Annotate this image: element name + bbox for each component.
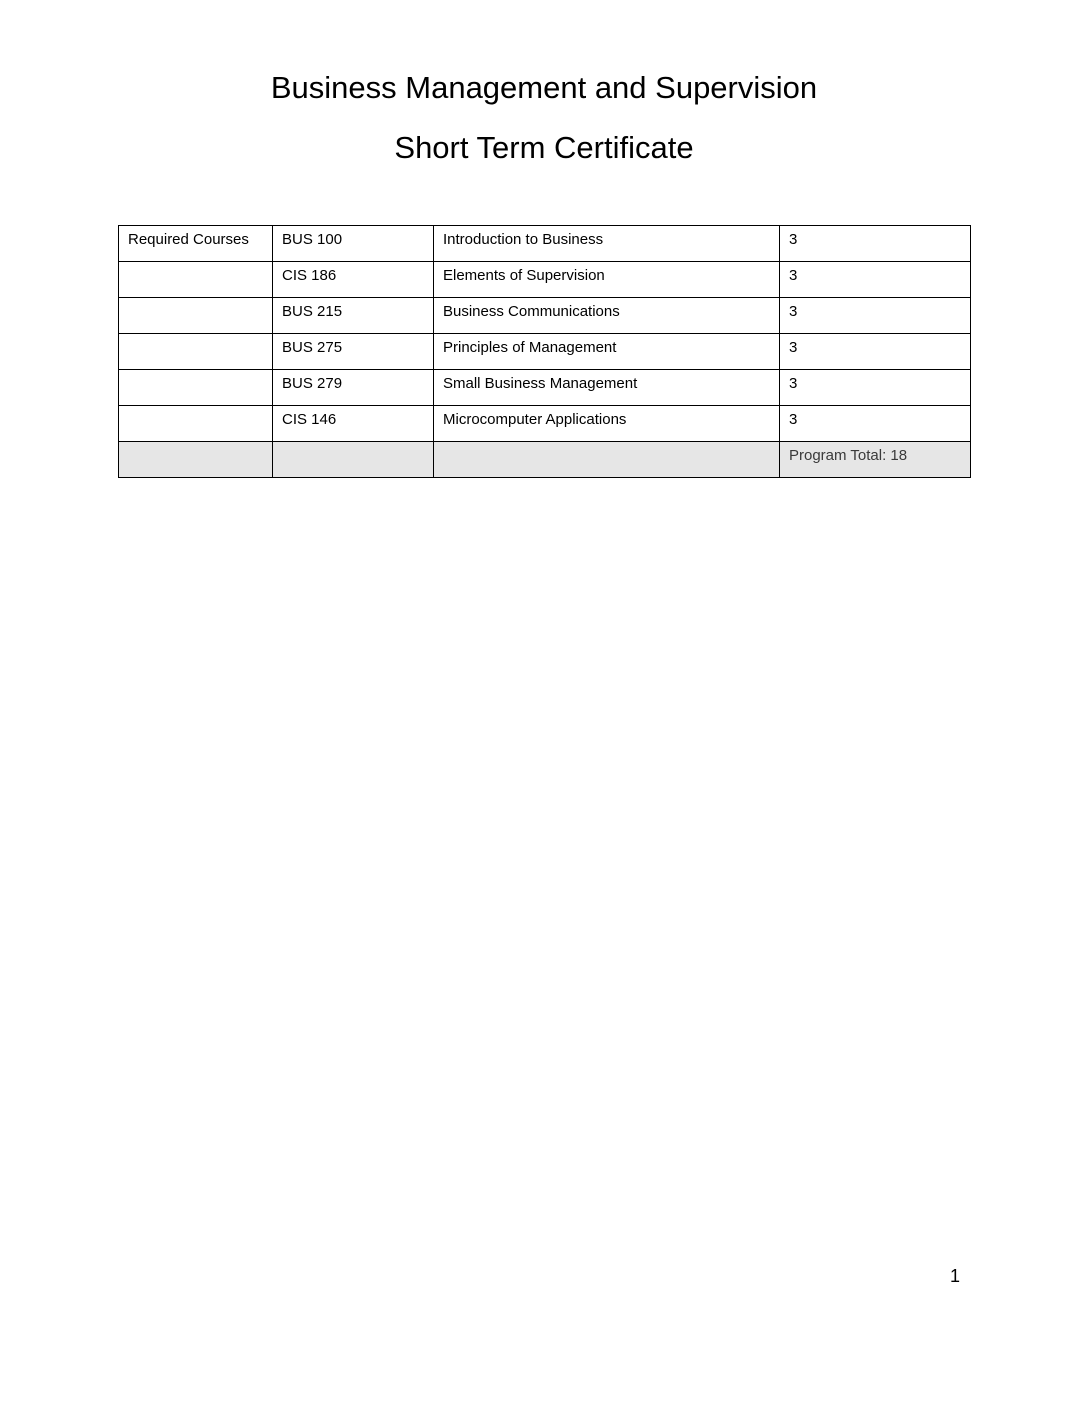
courses-table bbox=[118, 225, 971, 478]
course-name-cell: Business Communications bbox=[434, 298, 780, 334]
course-name-cell: Microcomputer Applications bbox=[434, 406, 780, 442]
category-cell bbox=[119, 298, 273, 334]
credits-cell: 3 bbox=[780, 298, 971, 334]
table-row bbox=[119, 298, 971, 334]
table-row bbox=[119, 370, 971, 406]
table-row bbox=[119, 334, 971, 370]
category-cell: Required Courses bbox=[119, 226, 273, 262]
course-code-cell: BUS 215 bbox=[273, 298, 434, 334]
course-code-cell: CIS 186 bbox=[273, 262, 434, 298]
total-empty-cell bbox=[119, 442, 273, 478]
document-title: Business Management and Supervision bbox=[270, 70, 818, 105]
course-code-cell: BUS 275 bbox=[273, 334, 434, 370]
credits-cell: 3 bbox=[780, 370, 971, 406]
credits-cell: 3 bbox=[780, 226, 971, 262]
program-total-row bbox=[119, 442, 971, 478]
course-name-cell: Elements of Supervision bbox=[434, 262, 780, 298]
course-name-cell: Small Business Management bbox=[434, 370, 780, 406]
course-code-cell: BUS 100 bbox=[273, 226, 434, 262]
course-code-cell: CIS 146 bbox=[273, 406, 434, 442]
course-name-cell: Principles of Management bbox=[434, 334, 780, 370]
credits-cell: 3 bbox=[780, 334, 971, 370]
total-empty-cell bbox=[273, 442, 434, 478]
page-number: 1 bbox=[949, 1266, 960, 1286]
credits-cell: 3 bbox=[780, 262, 971, 298]
category-cell bbox=[119, 334, 273, 370]
course-name-cell: Introduction to Business bbox=[434, 226, 780, 262]
credits-cell: 3 bbox=[780, 406, 971, 442]
document-subtitle: Short Term Certificate bbox=[394, 130, 694, 165]
course-code-cell: BUS 279 bbox=[273, 370, 434, 406]
table-row bbox=[119, 406, 971, 442]
category-cell bbox=[119, 406, 273, 442]
program-total-cell: Program Total: 18 bbox=[780, 442, 971, 478]
category-cell bbox=[119, 370, 273, 406]
category-cell bbox=[119, 262, 273, 298]
total-empty-cell bbox=[434, 442, 780, 478]
table-row bbox=[119, 226, 971, 262]
table-row bbox=[119, 262, 971, 298]
